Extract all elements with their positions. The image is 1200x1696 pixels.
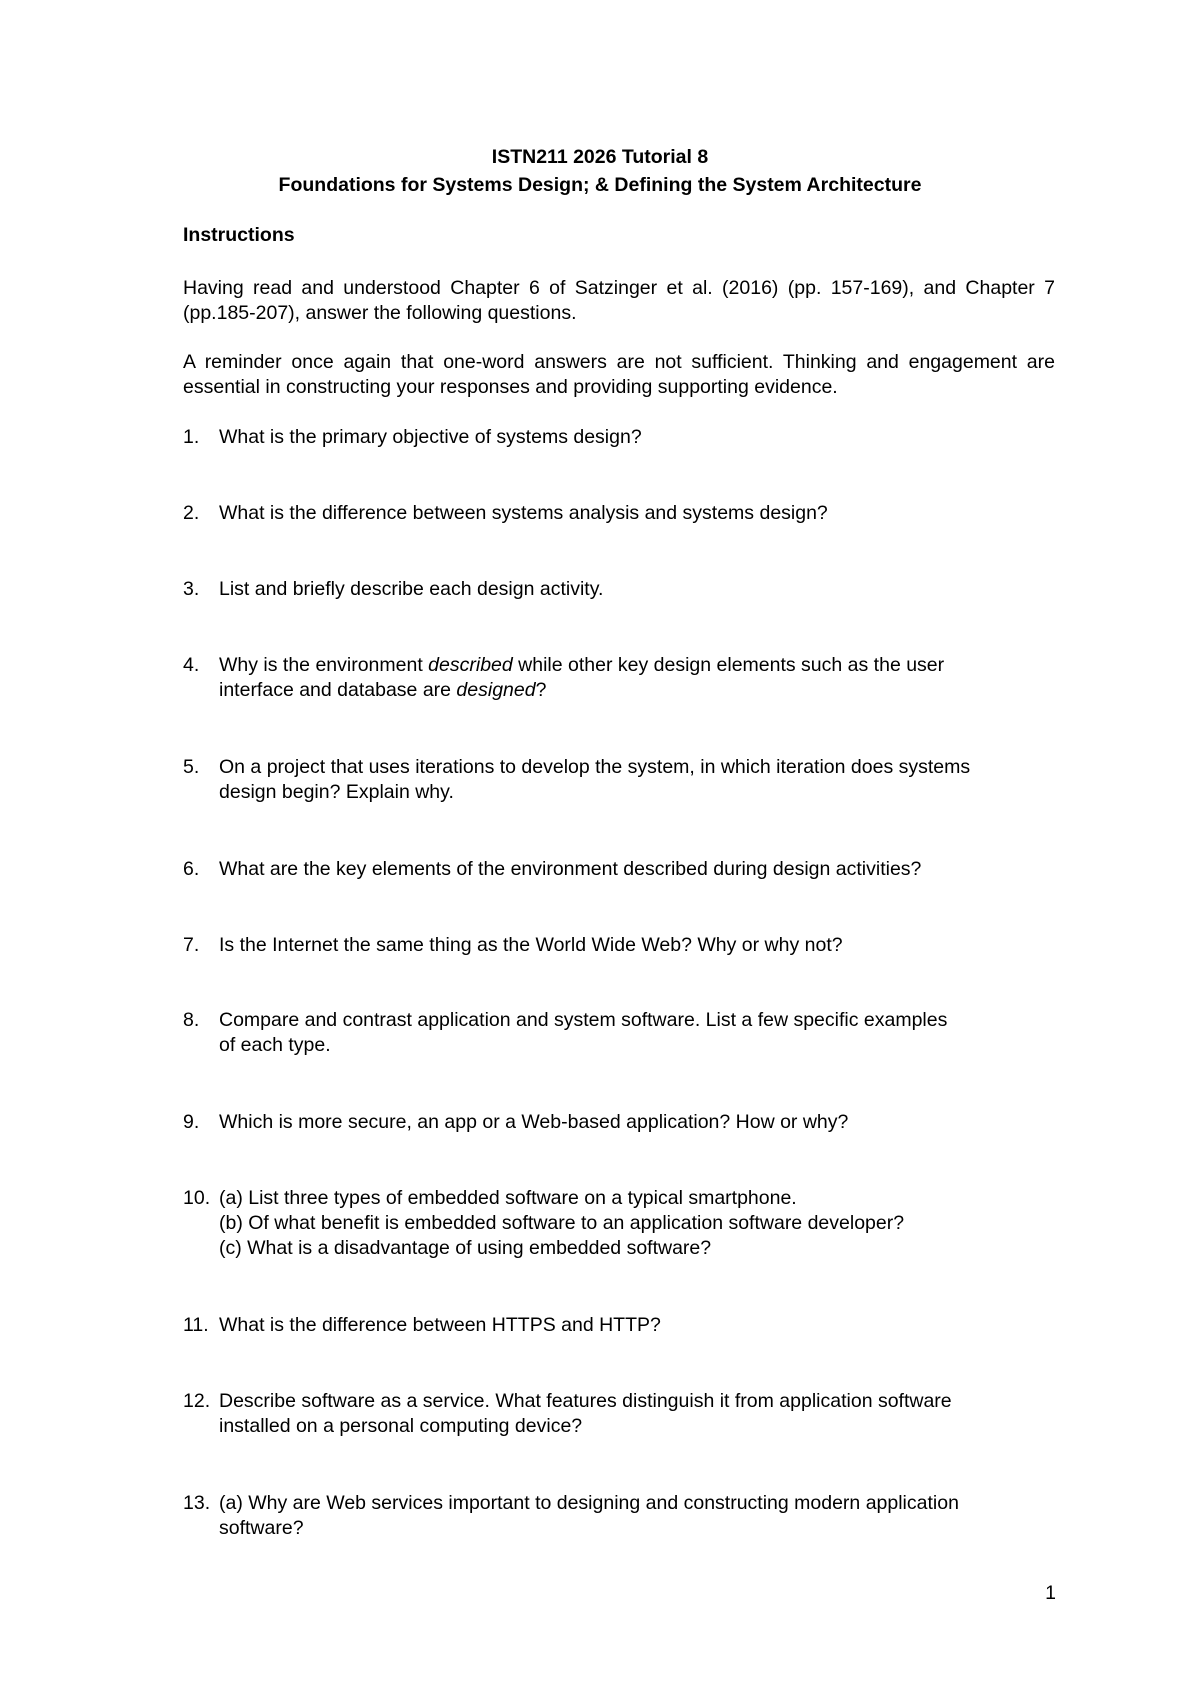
question-text-line-1: Compare and contrast application and system software. List a few specific examples: [219, 1009, 948, 1031]
question-text-emphasis: designed: [456, 679, 536, 701]
question-text-segment: Why is the environment: [219, 654, 429, 676]
question-5: [183, 755, 1055, 805]
document-title: ISTN211 2026 Tutorial 8: [491, 146, 709, 168]
question-text-line-1: On a project that uses iterations to develop the system, in which iteration does systems: [219, 756, 971, 778]
question-text: List and briefly describe each design activity.: [219, 578, 604, 600]
document-subtitle: Foundations for Systems Design; & Defining the System Architecture: [278, 174, 922, 196]
question-text-line-1: (a) Why are Web services important to designing and constructing modern application: [219, 1492, 959, 1514]
question-number: 13.: [183, 1492, 211, 1514]
question-text: What is the difference between systems analysis and systems design?: [219, 502, 828, 524]
question-number: 12.: [183, 1390, 211, 1412]
question-11: [183, 1313, 1055, 1338]
question-text-line-2: software?: [219, 1517, 304, 1539]
question-text: What are the key elements of the environment described during design activities?: [219, 858, 922, 880]
question-text: What is the primary objective of systems design?: [219, 426, 642, 448]
question-number: 11.: [183, 1314, 209, 1336]
question-8: [183, 1008, 1055, 1058]
question-text-segment: interface and database are: [219, 679, 457, 701]
question-10: [183, 1186, 1055, 1261]
question-number: 9.: [183, 1111, 200, 1133]
question-2: [183, 501, 1055, 526]
question-number: 6.: [183, 858, 200, 880]
question-number: 8.: [183, 1009, 200, 1031]
question-text-line-2: (b) Of what benefit is embedded software to an application software developer?: [219, 1212, 905, 1234]
question-13: [183, 1491, 1055, 1541]
question-text-line-1: [219, 653, 1055, 678]
instructions-heading: Instructions: [183, 224, 295, 246]
question-7: [183, 933, 1055, 958]
question-number: 1.: [183, 426, 200, 448]
question-4: [183, 653, 1055, 703]
question-text-line-3: (c) What is a disadvantage of using embedded software?: [219, 1237, 712, 1259]
question-text-line-2: [219, 678, 1055, 703]
question-text-line-2: of each type.: [219, 1034, 331, 1056]
question-text-segment: ?: [535, 679, 547, 701]
question-number: 2.: [183, 502, 200, 524]
question-1: [183, 425, 1055, 450]
question-number: 7.: [183, 934, 200, 956]
question-6: [183, 857, 1055, 882]
question-text: Is the Internet the same thing as the World Wide Web? Why or why not?: [219, 934, 843, 956]
question-text-segment: while other key design elements such as the user: [512, 654, 945, 676]
question-text-line-1: (a) List three types of embedded software on a typical smartphone.: [219, 1187, 797, 1209]
question-text-emphasis: described: [428, 654, 513, 676]
question-number: 5.: [183, 756, 200, 778]
question-text-line-2: design begin? Explain why.: [219, 781, 454, 803]
question-text: Which is more secure, an app or a Web-based application? How or why?: [219, 1111, 849, 1133]
intro-paragraph: Having read and understood Chapter 6 of Satzinger et al. (2016) (pp. 157-169), and Chapter 7 (pp.185-207), answer the following questions.: [183, 277, 1055, 324]
question-text-line-2: installed on a personal computing device?: [219, 1415, 583, 1437]
question-9: [183, 1110, 1055, 1135]
question-3: [183, 577, 1055, 602]
question-number: 4.: [183, 654, 200, 676]
question-text-line-1: Describe software as a service. What features distinguish it from application software: [219, 1390, 952, 1412]
question-number: 3.: [183, 578, 200, 600]
reminder-paragraph: A reminder once again that one-word answers are not sufficient. Thinking and engagement are essential in constructing your responses and providing supporting evidence.: [183, 351, 1055, 398]
question-number: 10.: [183, 1187, 211, 1209]
question-text: What is the difference between HTTPS and HTTP?: [219, 1314, 661, 1336]
page-number: 1: [1045, 1582, 1056, 1604]
question-12: [183, 1389, 1055, 1439]
